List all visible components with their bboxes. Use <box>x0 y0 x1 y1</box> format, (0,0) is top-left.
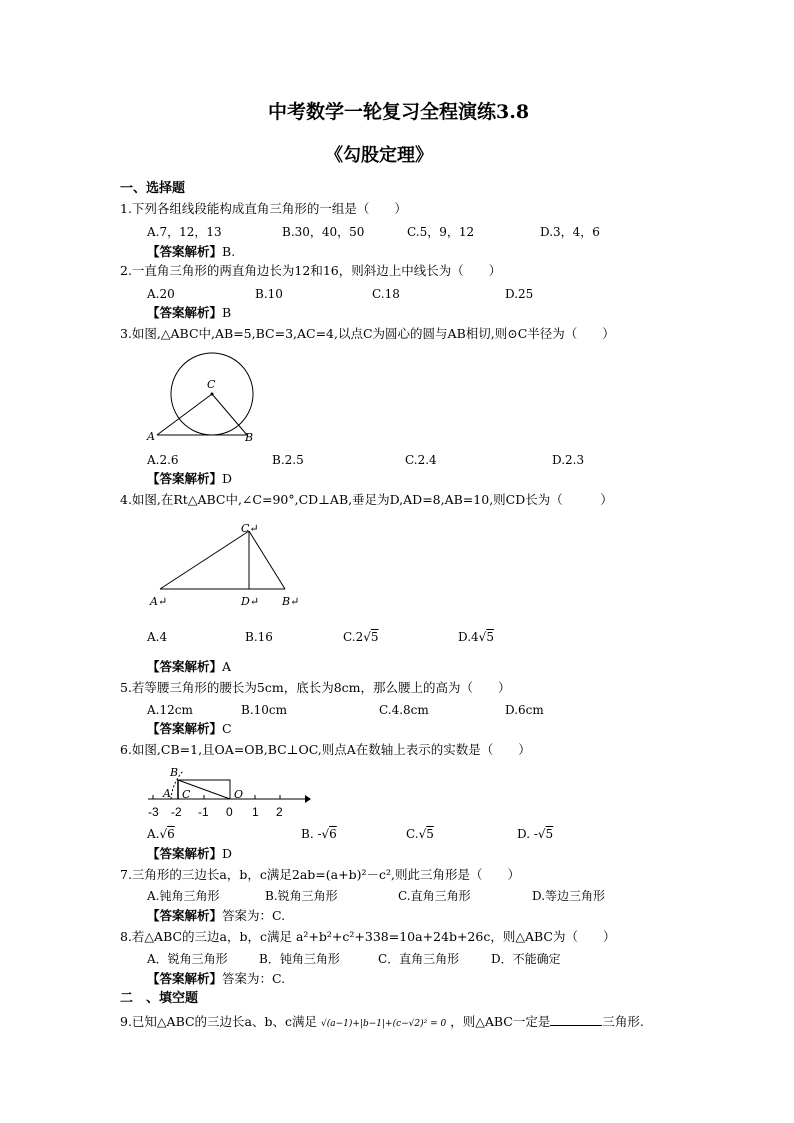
q6-tick-label: -2 <box>171 805 182 819</box>
q8-answer: 【答案解析】答案为：C. <box>147 971 286 986</box>
q4-label-d: D↵ <box>241 595 260 608</box>
question-3: 3.如图,△ABC中,AB=5,BC=3,AC=4,以点C为圆心的圆与AB相切,则⊙C半径为（ ） <box>120 326 615 341</box>
q6-option-a: A.√6 <box>147 827 175 841</box>
question-8: 8.若△ABC的三边a，b，c满足 a²+b²+c²+338=10a+24b+26c，则△ABC为（ ） <box>120 929 616 944</box>
q9-formula: √(a−1)+|b−1|+(c−√2)² = 0 <box>321 1019 447 1029</box>
q1-option-c: C.5，9，12 <box>407 225 475 239</box>
q6-option-c: C.√5 <box>406 827 434 841</box>
q3-label-b: B <box>245 431 254 444</box>
q3-option-b: B.2.5 <box>272 453 304 467</box>
q2-option-d: D.25 <box>505 287 534 301</box>
q3-label-c: C <box>207 378 216 391</box>
q4-answer: 【答案解析】A <box>147 659 232 674</box>
q2-option-a: A.20 <box>147 287 175 301</box>
q6-label-b: B <box>170 766 179 779</box>
question-6: 6.如图,CB=1,且OA=OB,BC⊥OC,则点A在数轴上表示的实数是（ ） <box>120 742 531 757</box>
q4-label-a: A↵ <box>150 595 168 608</box>
q4-figure-right-triangle <box>145 518 305 613</box>
q9-blank <box>550 1013 602 1026</box>
q5-option-d: D.6cm <box>505 703 544 717</box>
q6-figure-number-line <box>145 762 315 822</box>
q6-tick-label: -3 <box>148 805 159 819</box>
q4-option-b: B.16 <box>245 630 273 644</box>
question-1: 1.下列各组线段能构成直角三角形的一组是（ ） <box>120 201 407 216</box>
q2-answer: 【答案解析】B <box>147 305 232 320</box>
q7-option-b: B.锐角三角形 <box>265 889 338 903</box>
q7-option-a: A.钝角三角形 <box>147 889 220 903</box>
question-4: 4.如图,在Rt△ABC中,∠C=90°,CD⊥AB,垂足为D,AD=8,AB=10,则CD长为（ ） <box>120 492 613 507</box>
q4-label-c: C↵ <box>241 522 259 535</box>
q3-answer: 【答案解析】D <box>147 471 233 486</box>
q3-option-c: C.2.4 <box>405 453 437 467</box>
q6-tick-label: -1 <box>198 805 209 819</box>
q3-option-d: D.2.3 <box>552 453 585 467</box>
section-heading-choice: 一、选择题 <box>120 181 186 196</box>
q5-option-c: C.4.8cm <box>379 703 429 717</box>
q7-option-d: D.等边三角形 <box>532 889 606 903</box>
q3-label-a: A <box>147 430 155 443</box>
q6-tick-label: 2 <box>276 805 283 819</box>
question-9: 9.已知△ABC的三边长a、b、c满足 √(a−1)+|b−1|+(c−√2)² = 0 ，则△ABC一定是 三角形. <box>120 1014 644 1029</box>
q3-figure-circle-triangle <box>145 350 275 445</box>
q6-tick-label: 1 <box>252 805 259 819</box>
q4-option-c: C.2√5 <box>343 630 379 644</box>
page-title: 中考数学一轮复习全程演练3.8 <box>268 101 530 123</box>
q7-option-c: C.直角三角形 <box>398 889 471 903</box>
question-2: 2.一直角三角形的两直角边长为12和16，则斜边上中线长为（ ） <box>120 263 502 278</box>
q4-d-sqrt: √5 <box>478 630 494 644</box>
q3-option-a: A.2.6 <box>147 453 179 467</box>
q1-answer: 【答案解析】B. <box>147 244 236 259</box>
q6-option-d: D. -√5 <box>517 827 554 841</box>
q6-option-b: B. -√6 <box>301 827 337 841</box>
q4-option-d: D.4√5 <box>458 630 494 644</box>
q6-label-c: C <box>182 788 191 801</box>
section-heading-fill: 二 、填空题 <box>120 991 199 1006</box>
q2-option-c: C.18 <box>372 287 400 301</box>
q8-option-d: D．不能确定 <box>491 952 561 966</box>
q6-label-o: O <box>234 788 244 801</box>
q5-option-a: A.12cm <box>147 703 193 717</box>
q1-option-a: A.7，12，13 <box>147 225 222 239</box>
q6-tick-label: 0 <box>226 805 233 819</box>
q1-option-d: D.3，4，6 <box>540 225 600 239</box>
q2-option-b: B.10 <box>255 287 283 301</box>
q5-option-b: B.10cm <box>241 703 288 717</box>
q4-option-a: A.4 <box>147 630 168 644</box>
question-5: 5.若等腰三角形的腰长为5cm，底长为8cm，那么腰上的高为（ ） <box>120 680 511 695</box>
question-7: 7.三角形的三边长a，b，c满足2ab=(a+b)²－c²,则此三角形是（ ） <box>120 867 520 882</box>
q8-option-a: A．锐角三角形 <box>147 952 228 966</box>
q6-answer: 【答案解析】D <box>147 846 233 861</box>
q4-c-sqrt: √5 <box>363 630 379 644</box>
q6-label-a: A <box>163 787 171 800</box>
q4-label-b: B↵ <box>282 595 300 608</box>
q8-option-c: C．直角三角形 <box>378 952 460 966</box>
q1-option-b: B.30，40，50 <box>282 225 365 239</box>
q7-answer: 【答案解析】答案为：C. <box>147 908 286 923</box>
page-subtitle: 《勾股定理》 <box>325 145 433 166</box>
q5-answer: 【答案解析】C <box>147 721 232 736</box>
q8-option-b: B．钝角三角形 <box>259 952 340 966</box>
